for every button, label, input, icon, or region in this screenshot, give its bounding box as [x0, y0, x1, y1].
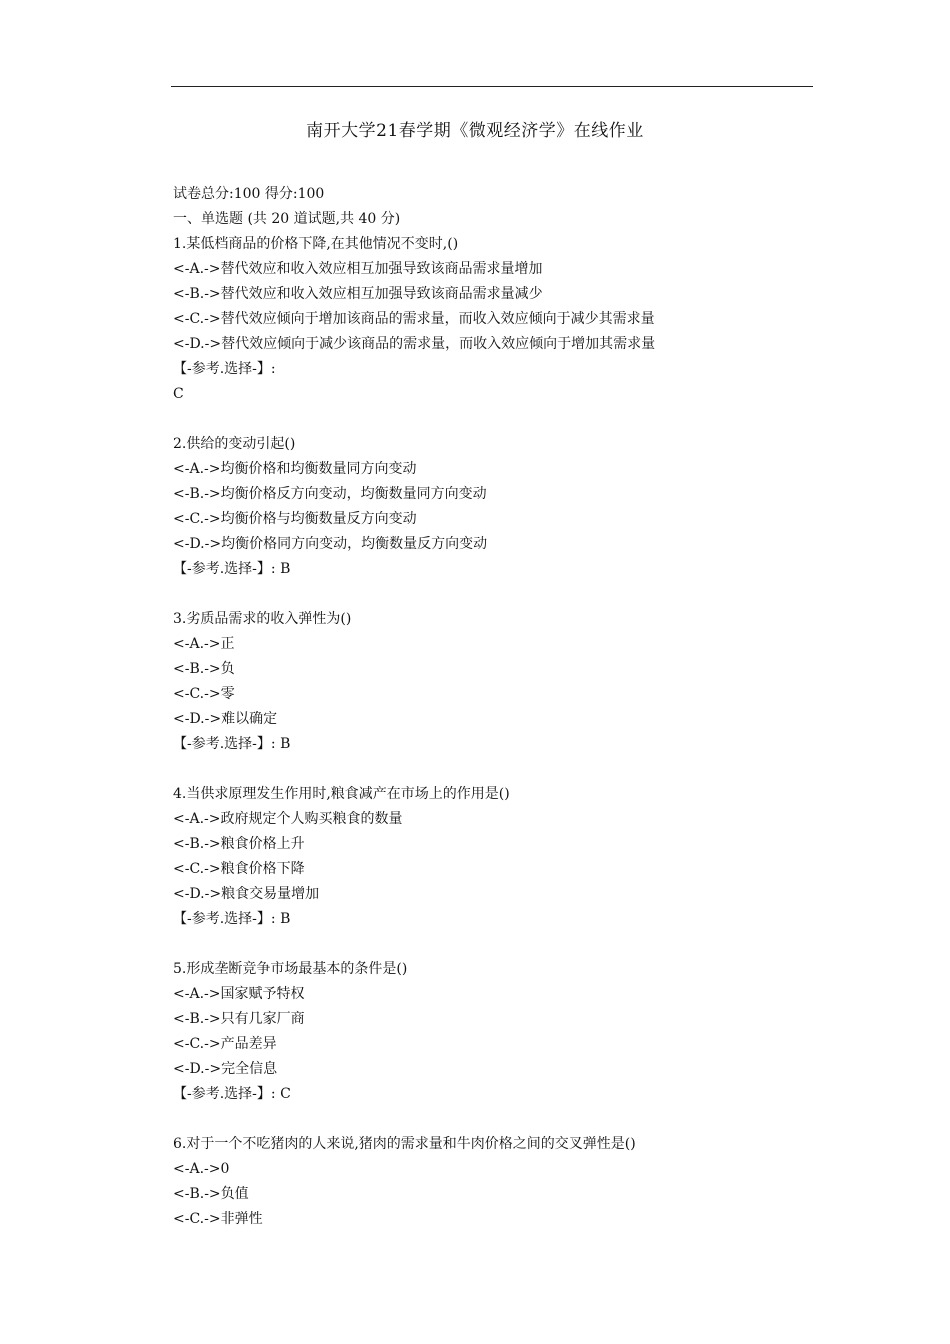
question-6	[173, 1132, 813, 1232]
question-2	[173, 432, 813, 582]
answer-line: 【-参考.选择-】: C	[173, 1086, 291, 1102]
option-a: <-A.->正	[173, 636, 235, 652]
question-stem: 3.劣质品需求的收入弹性为()	[173, 611, 352, 627]
question-stem: 2.供给的变动引起()	[173, 436, 296, 452]
question-5	[173, 957, 813, 1107]
answer-value: C	[173, 386, 184, 402]
option-b: <-B.->均衡价格反方向变动，均衡数量同方向变动	[173, 486, 487, 502]
score-line: 试卷总分:100 得分:100	[173, 186, 325, 202]
document-body	[173, 182, 813, 1232]
question-4	[173, 782, 813, 932]
question-3	[173, 607, 813, 757]
answer-label: 【-参考.选择-】:	[173, 361, 276, 377]
option-c: <-C.->零	[173, 686, 235, 702]
answer-line: 【-参考.选择-】: B	[173, 736, 291, 752]
document-title: 南开大学21春学期《微观经济学》在线作业	[306, 121, 644, 141]
option-c: <-C.->替代效应倾向于增加该商品的需求量，而收入效应倾向于减少其需求量	[173, 311, 655, 327]
option-b: <-B.->替代效应和收入效应相互加强导致该商品需求量减少	[173, 286, 543, 302]
option-d: <-D.->完全信息	[173, 1061, 278, 1077]
question-stem: 6.对于一个不吃猪肉的人来说,猪肉的需求量和牛肉价格之间的交叉弹性是()	[173, 1136, 636, 1152]
option-a: <-A.->国家赋予特权	[173, 986, 305, 1002]
option-b: <-B.->负	[173, 661, 235, 677]
option-d: <-D.->替代效应倾向于减少该商品的需求量，而收入效应倾向于增加其需求量	[173, 336, 656, 352]
question-stem: 4.当供求原理发生作用时,粮食减产在市场上的作用是()	[173, 786, 510, 802]
top-divider	[171, 86, 813, 87]
question-gap	[173, 407, 813, 432]
option-c: <-C.->非弹性	[173, 1211, 263, 1227]
option-a: <-A.->替代效应和收入效应相互加强导致该商品需求量增加	[173, 261, 543, 277]
question-stem: 1.某低档商品的价格下降,在其他情况不变时,()	[173, 236, 459, 252]
option-d: <-D.->难以确定	[173, 711, 278, 727]
option-a: <-A.->政府规定个人购买粮食的数量	[173, 811, 403, 827]
option-a: <-A.->均衡价格和均衡数量同方向变动	[173, 461, 417, 477]
answer-line: 【-参考.选择-】: B	[173, 911, 291, 927]
option-c: <-C.->均衡价格与均衡数量反方向变动	[173, 511, 417, 527]
answer-line: 【-参考.选择-】: B	[173, 561, 291, 577]
option-b: <-B.->负值	[173, 1186, 249, 1202]
option-b: <-B.->只有几家厂商	[173, 1011, 305, 1027]
question-gap	[173, 757, 813, 782]
question-gap	[173, 1107, 813, 1132]
question-stem: 5.形成垄断竞争市场最基本的条件是()	[173, 961, 408, 977]
option-a: <-A.->0	[173, 1161, 230, 1177]
section-title: 一、单选题 (共 20 道试题,共 40 分)	[173, 211, 401, 227]
question-1	[173, 232, 813, 407]
option-b: <-B.->粮食价格上升	[173, 836, 305, 852]
question-gap	[173, 932, 813, 957]
question-gap	[173, 582, 813, 607]
option-d: <-D.->均衡价格同方向变动，均衡数量反方向变动	[173, 536, 488, 552]
option-d: <-D.->粮食交易量增加	[173, 886, 320, 902]
option-c: <-C.->产品差异	[173, 1036, 277, 1052]
option-c: <-C.->粮食价格下降	[173, 861, 305, 877]
